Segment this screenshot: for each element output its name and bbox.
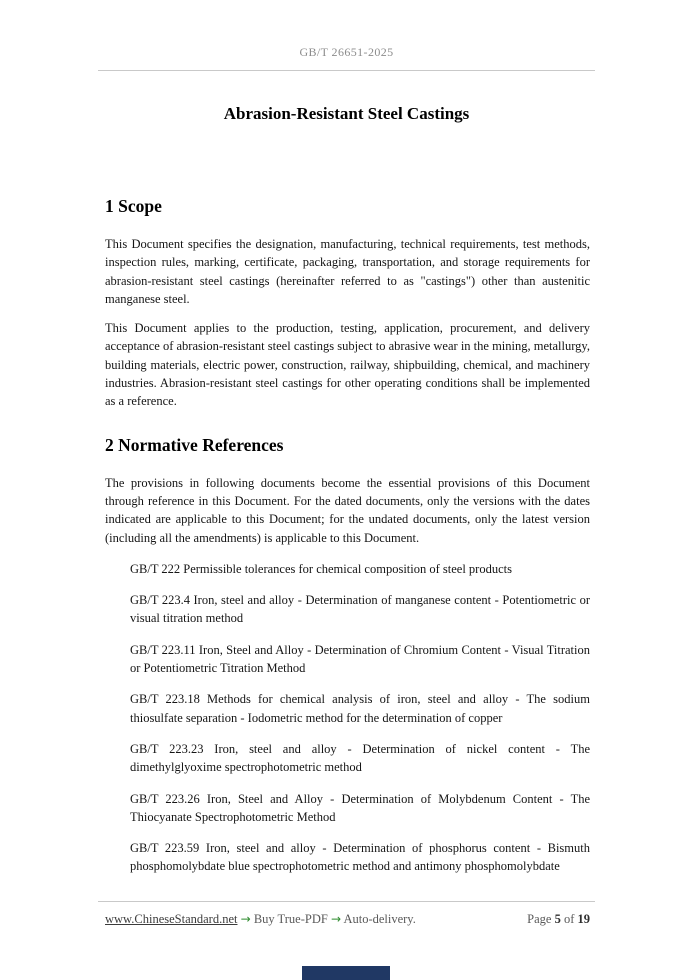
footer-source-line [105, 912, 416, 927]
section-normative-references [105, 435, 590, 876]
normative-intro-paragraph: The provisions in following documents become the essential provisions of this Document through reference in this Document. For the dated documents, only the versions with the dates indicated are applicable to this Document; for the undated documents, only the latest version (including all the amendments) is applicable to this Document. [105, 475, 590, 545]
reference-item-gbt-223-23: GB/T 223.23 Iron, steel and alloy - Determination of nickel content - The dimethylglyoxime spectrophotometric method [130, 741, 590, 775]
section-heading-scope: 1 Scope [105, 196, 162, 216]
reference-item-gbt-223-4: GB/T 223.4 Iron, steel and alloy - Determination of manganese content - Potentiometric or visual titration method [130, 593, 590, 626]
footer-divider [98, 901, 595, 902]
section-scope [105, 196, 590, 411]
scope-paragraph-2: This Document applies to the production, testing, application, procurement, and delivery acceptance of abrasion-resistant steel castings subject to abrasive wear in the mining, metallurgy, building materials, electric power, construction, railway, shipbuilding, chemical, and machinery industries. Abrasion-resistant steel castings for other operating conditions shall be implemented as a reference. [105, 321, 590, 409]
chinesestandard-link[interactable]: www.ChineseStandard.net [105, 912, 238, 926]
total-page-number: 19 [577, 912, 590, 926]
page-footer [0, 901, 693, 927]
arrow-icon: → [240, 912, 251, 926]
scope-paragraph-1: This Document specifies the designation, manufacturing, technical requirements, test methods, inspection rules, marking, certificate, packaging, transportation, and storage requirements for abrasion-resistant steel castings (hereinafter referred to as "castings") other than austenitic manganese steel. [105, 237, 590, 306]
bottom-blue-bar [302, 966, 390, 980]
reference-item-gbt-222: GB/T 222 Permissible tolerances for chemical composition of steel products [130, 561, 512, 576]
page-indicator [527, 912, 590, 927]
page-label: Page [527, 912, 552, 926]
of-label: of [563, 912, 575, 926]
reference-item-gbt-223-59: GB/T 223.59 Iron, steel and alloy - Determination of phosphorus content - Bismuth phosphomolybdate blue spectrophotometric method and antimony phosphomolybdate [130, 841, 590, 874]
auto-delivery-label: Auto-delivery. [343, 912, 416, 926]
buy-true-pdf-label: Buy True-PDF [253, 912, 328, 926]
page-header [0, 0, 693, 60]
reference-item-gbt-223-11: GB/T 223.11 Iron, Steel and Alloy - Determination of Chromium Content - Visual Titration or Potentiometric Titration Method [130, 642, 590, 676]
reference-item-gbt-223-26: GB/T 223.26 Iron, Steel and Alloy - Determination of Molybdenum Content - The Thiocyanate Spectrophotometric Method [130, 791, 590, 824]
section-heading-normative-references: 2 Normative References [105, 434, 284, 455]
header-doc-number: GB/T 26651-2025 [299, 45, 394, 59]
header-divider [98, 70, 595, 71]
reference-item-gbt-223-18: GB/T 223.18 Methods for chemical analysis of iron, steel and alloy - The sodium thiosulfate separation - Iodometric method for the determination of copper [130, 692, 590, 725]
current-page-number: 5 [554, 912, 561, 926]
document-title: Abrasion-Resistant Steel Castings [223, 104, 470, 123]
document-body [105, 196, 590, 876]
arrow-icon: → [330, 912, 341, 926]
